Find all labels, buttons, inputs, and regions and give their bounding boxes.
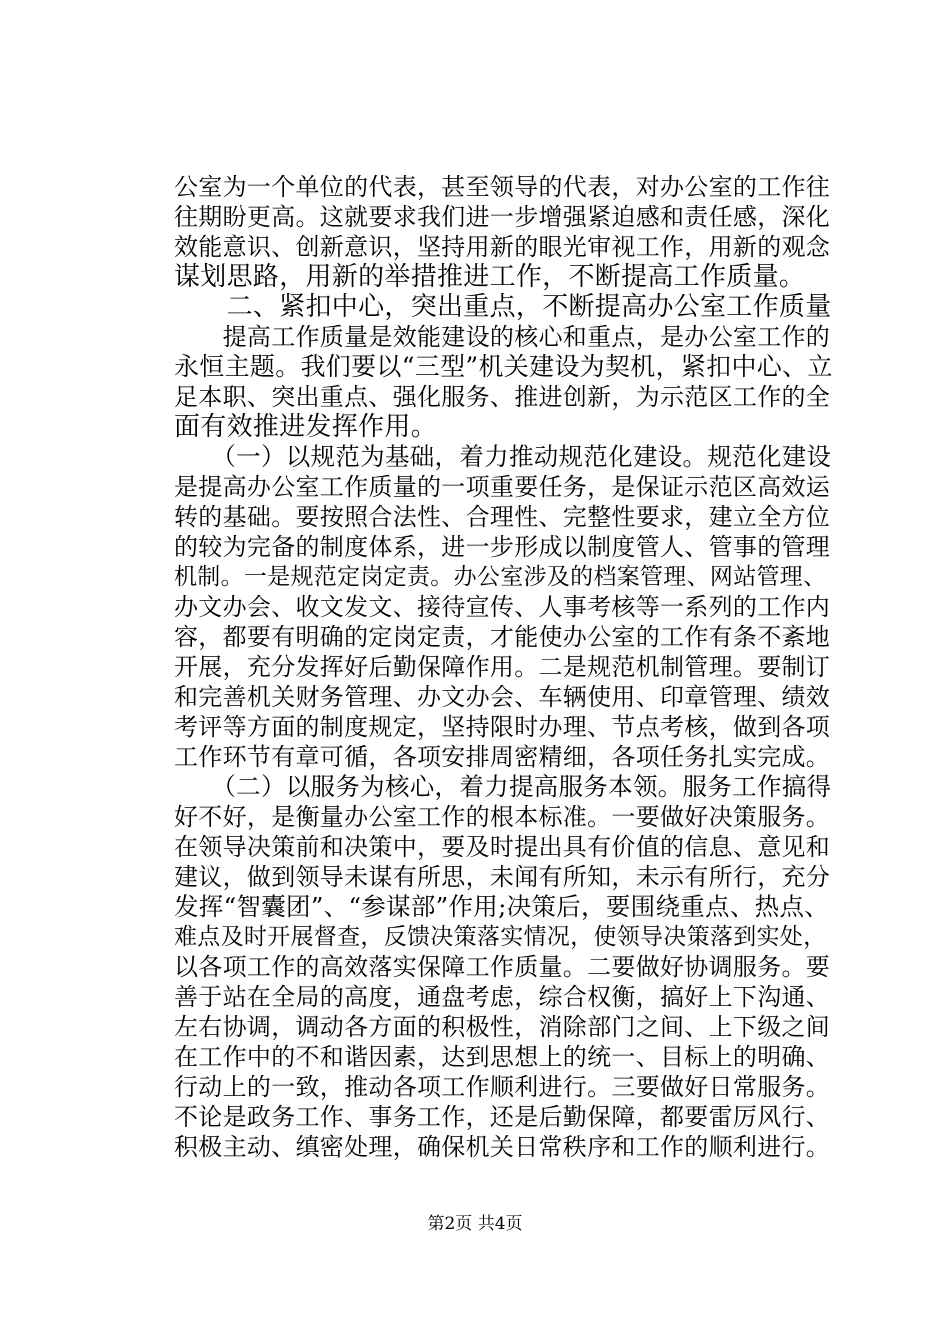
text-line: 难点及时开展督查，反馈决策落实情况，使领导决策落到实处， xyxy=(174,924,827,950)
text-line: 是提高办公室工作质量的一项重要任务，是保证示范区高效运 xyxy=(174,473,831,501)
section-heading: 二、紧扣中心，突出重点，不断提高办公室工作质量 xyxy=(174,292,832,322)
text-line: 机制。一是规范定岗定责。办公室涉及的档案管理、网站管理、 xyxy=(174,564,827,590)
text-line: 往期盼更高。这就要求我们进一步增强紧迫感和责任感，深化 xyxy=(174,203,831,231)
text-line: 工作环节有章可循，各项安排周密精细，各项任务扎实完成。 xyxy=(174,743,831,771)
text-line: 和完善机关财务管理、办文办会、车辆使用、印章管理、绩效 xyxy=(174,683,831,711)
text-line: 行动上的一致，推动各项工作顺利进行。三要做好日常服务。 xyxy=(174,1073,831,1101)
text-line: 不论是政务工作、事务工作，还是后勤保障，都要雷厉风行、 xyxy=(174,1103,831,1131)
text-line: 容，都要有明确的定岗定责，才能使办公室的工作有条不紊地 xyxy=(174,623,831,651)
text-line: 公室为一个单位的代表，甚至领导的代表，对办公室的工作往 xyxy=(174,173,831,201)
text-line: 发挥“智囊团”、“参谋部”作用;决策后，要围绕重点、热点、 xyxy=(174,892,830,921)
text-line: 左右协调，调动各方面的积极性，消除部门之间、上下级之间 xyxy=(174,1013,831,1041)
text-line: 在工作中的不和谐因素，达到思想上的统一、目标上的明确、 xyxy=(174,1043,831,1071)
text-line: 好不好，是衡量办公室工作的根本标准。一要做好决策服务。 xyxy=(174,803,831,831)
page-number-footer: 第2页 共4页 xyxy=(427,1214,523,1234)
document-body xyxy=(174,172,834,1162)
text-line: 考评等方面的制度规定，坚持限时办理、节点考核，做到各项 xyxy=(174,713,831,741)
text-line: 提高工作质量是效能建设的核心和重点，是办公室工作的 xyxy=(174,323,831,351)
text-line: 效能意识、创新意识，坚持用新的眼光审视工作，用新的观念 xyxy=(174,233,831,261)
text-line: 面有效推进发挥作用。 xyxy=(174,412,438,442)
text-line: 在领导决策前和决策中，要及时提出具有价值的信息、意见和 xyxy=(174,833,831,861)
text-line: 建议，做到领导未谋有所思，未闻有所知，未示有所行，充分 xyxy=(174,863,831,891)
text-line: （二）以服务为核心，着力提高服务本领。服务工作搞得 xyxy=(174,772,832,801)
text-line: 积极主动、缜密处理，确保机关日常秩序和工作的顺利进行。 xyxy=(174,1133,831,1161)
text-line: 善于站在全局的高度，通盘考虑，综合权衡，搞好上下沟通、 xyxy=(174,983,831,1011)
text-line: 以各项工作的高效落实保障工作质量。二要做好协调服务。要 xyxy=(174,953,831,981)
text-line: 开展，充分发挥好后勤保障作用。二是规范机制管理。要制订 xyxy=(174,653,831,681)
text-line: （一）以规范为基础，着力推动规范化建设。规范化建设 xyxy=(174,442,832,471)
text-line: 办文办会、收文发文、接待宣传、人事考核等一系列的工作内 xyxy=(174,593,831,621)
text-line: 转的基础。要按照合法性、合理性、完整性要求，建立全方位 xyxy=(174,503,831,531)
text-line: 永恒主题。我们要以“三型”机关建设为契机，紧扣中心、立 xyxy=(174,352,833,381)
text-line: 谋划思路，用新的举措推进工作，不断提高工作质量。 xyxy=(174,262,806,292)
text-line: 足本职、突出重点、强化服务、推进创新，为示范区工作的全 xyxy=(174,383,831,411)
text-line: 的较为完备的制度体系，进一步形成以制度管人、管事的管理 xyxy=(174,533,831,561)
